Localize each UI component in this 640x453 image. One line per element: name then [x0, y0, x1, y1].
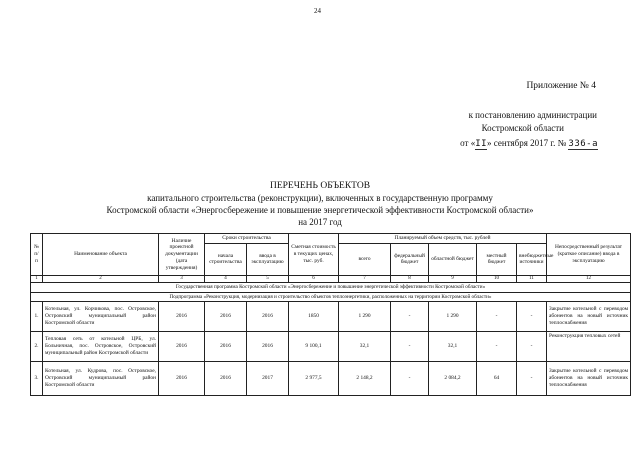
- header-cost: Сметная стоимость в текущих ценах, тыс. руб.: [289, 234, 339, 276]
- column-number: 8: [391, 275, 429, 282]
- header-result: Непосредственный результат (краткое описание) ввода в эксплуатацию: [547, 234, 631, 276]
- appendix-line1: к постановлению администрации: [468, 110, 597, 120]
- decree-number: 336-а: [568, 139, 598, 149]
- document-subtitle-1: капитального строительства (реконструкции), включенных в государственную программу: [147, 193, 493, 203]
- row-result: Закрытие котельной с переводом абонентов на новый источник теплоснабжения: [547, 302, 631, 332]
- row-num: 3.: [31, 362, 43, 396]
- appendix-line2: Костромской области: [481, 123, 564, 133]
- row-local: 64: [477, 362, 517, 396]
- row-commission: 2016: [247, 332, 289, 362]
- date-month: » сентября: [487, 138, 528, 148]
- header-docs: Наличие проектной документации (дата утверждения): [159, 234, 205, 276]
- column-number: 7: [339, 275, 391, 282]
- date-prefix: от «: [460, 138, 476, 148]
- row-federal: -: [391, 362, 429, 396]
- row-cost: 9 100,1: [289, 332, 339, 362]
- row-regional: 1 290: [429, 302, 477, 332]
- header-regional: областной бюджет: [429, 243, 477, 275]
- header-offbudget: внебюджетные источники: [517, 243, 547, 275]
- row-federal: -: [391, 302, 429, 332]
- table-row: [31, 362, 631, 396]
- row-object-name: Котельная, ул. Кудрова, пос. Островское, Островский муниципальный район Костромской области: [43, 362, 159, 396]
- column-number: 6: [289, 275, 339, 282]
- header-federal: федеральный бюджет: [391, 243, 429, 275]
- column-number: 11: [517, 275, 547, 282]
- row-commission: 2016: [247, 302, 289, 332]
- row-federal: -: [391, 332, 429, 362]
- column-number: 5: [247, 275, 289, 282]
- column-number: 4: [205, 275, 247, 282]
- subprogram-row: Подпрограмма «Реконструкция, модернизация и строительство объектов теплоэнергетики, расположенных на территории Костромской области»: [31, 292, 631, 302]
- row-object-name: Тепловая сеть от котельной ЦРБ, ул. Больничная, пос. Островское, Островский муниципальный район Костромской области: [43, 332, 159, 362]
- document-title: ПЕРЕЧЕНЬ ОБЪЕКТОВ: [269, 181, 371, 191]
- row-num: 1.: [31, 302, 43, 332]
- row-offbudget: -: [517, 362, 547, 396]
- column-number: 12: [547, 275, 631, 282]
- header-local: местный бюджет: [477, 243, 517, 275]
- appendix-date-line: [460, 138, 598, 149]
- appendix-title: Приложение № 4: [526, 81, 596, 91]
- row-cost: 1850: [289, 302, 339, 332]
- row-docs: 2016: [159, 362, 205, 396]
- table-row: [31, 332, 631, 362]
- row-offbudget: -: [517, 332, 547, 362]
- row-total: 2 148,2: [339, 362, 391, 396]
- row-total: 1 290: [339, 302, 391, 332]
- header-name: Наименование объекта: [43, 234, 159, 276]
- header-start: начала строительства: [205, 243, 247, 275]
- column-number: 10: [477, 275, 517, 282]
- row-cost: 2 977,5: [289, 362, 339, 396]
- date-year: 2017 г. №: [530, 138, 567, 148]
- row-offbudget: -: [517, 302, 547, 332]
- page-number: 24: [314, 7, 321, 15]
- header-funding: Планируемый объем средств, тыс. рублей: [339, 234, 547, 244]
- column-numbers-row: [31, 275, 631, 282]
- row-regional: 2 084,2: [429, 362, 477, 396]
- document-subtitle-3: на 2017 год: [298, 217, 342, 227]
- date-day: II: [475, 139, 488, 149]
- row-local: -: [477, 302, 517, 332]
- column-number: 9: [429, 275, 477, 282]
- header-terms: Сроки строительства: [205, 234, 289, 244]
- row-start: 2016: [205, 302, 247, 332]
- header-num: № п/п: [31, 234, 43, 276]
- table-row: [31, 302, 631, 332]
- header-total: всего: [339, 243, 391, 275]
- row-num: 2.: [31, 332, 43, 362]
- row-object-name: Котельная, ул. Корчикова, пос. Островское, Островский муниципальный район Костромской области: [43, 302, 159, 332]
- objects-table: [30, 233, 631, 396]
- column-number: 1: [31, 275, 43, 282]
- row-commission: 2017: [247, 362, 289, 396]
- column-number: 2: [43, 275, 159, 282]
- document-subtitle-2: Костромской области «Энергосбережение и повышение энергетической эффективности Костромской области»: [106, 205, 534, 215]
- header-commission: ввода в эксплуатацию: [247, 243, 289, 275]
- row-result: Реконструкция тепловых сетей: [547, 332, 631, 362]
- column-number: 3: [159, 275, 205, 282]
- program-row: Государственная программа Костромской области «Энергосбережение и повышение энергетической эффективности Костромской области»: [31, 283, 631, 293]
- row-total: 32,1: [339, 332, 391, 362]
- row-local: -: [477, 332, 517, 362]
- row-docs: 2016: [159, 302, 205, 332]
- row-result: Закрытие котельной с переводом абонентов на новый источник теплоснабжения: [547, 362, 631, 396]
- row-start: 2016: [205, 332, 247, 362]
- row-start: 2016: [205, 362, 247, 396]
- row-docs: 2016: [159, 332, 205, 362]
- row-regional: 32,1: [429, 332, 477, 362]
